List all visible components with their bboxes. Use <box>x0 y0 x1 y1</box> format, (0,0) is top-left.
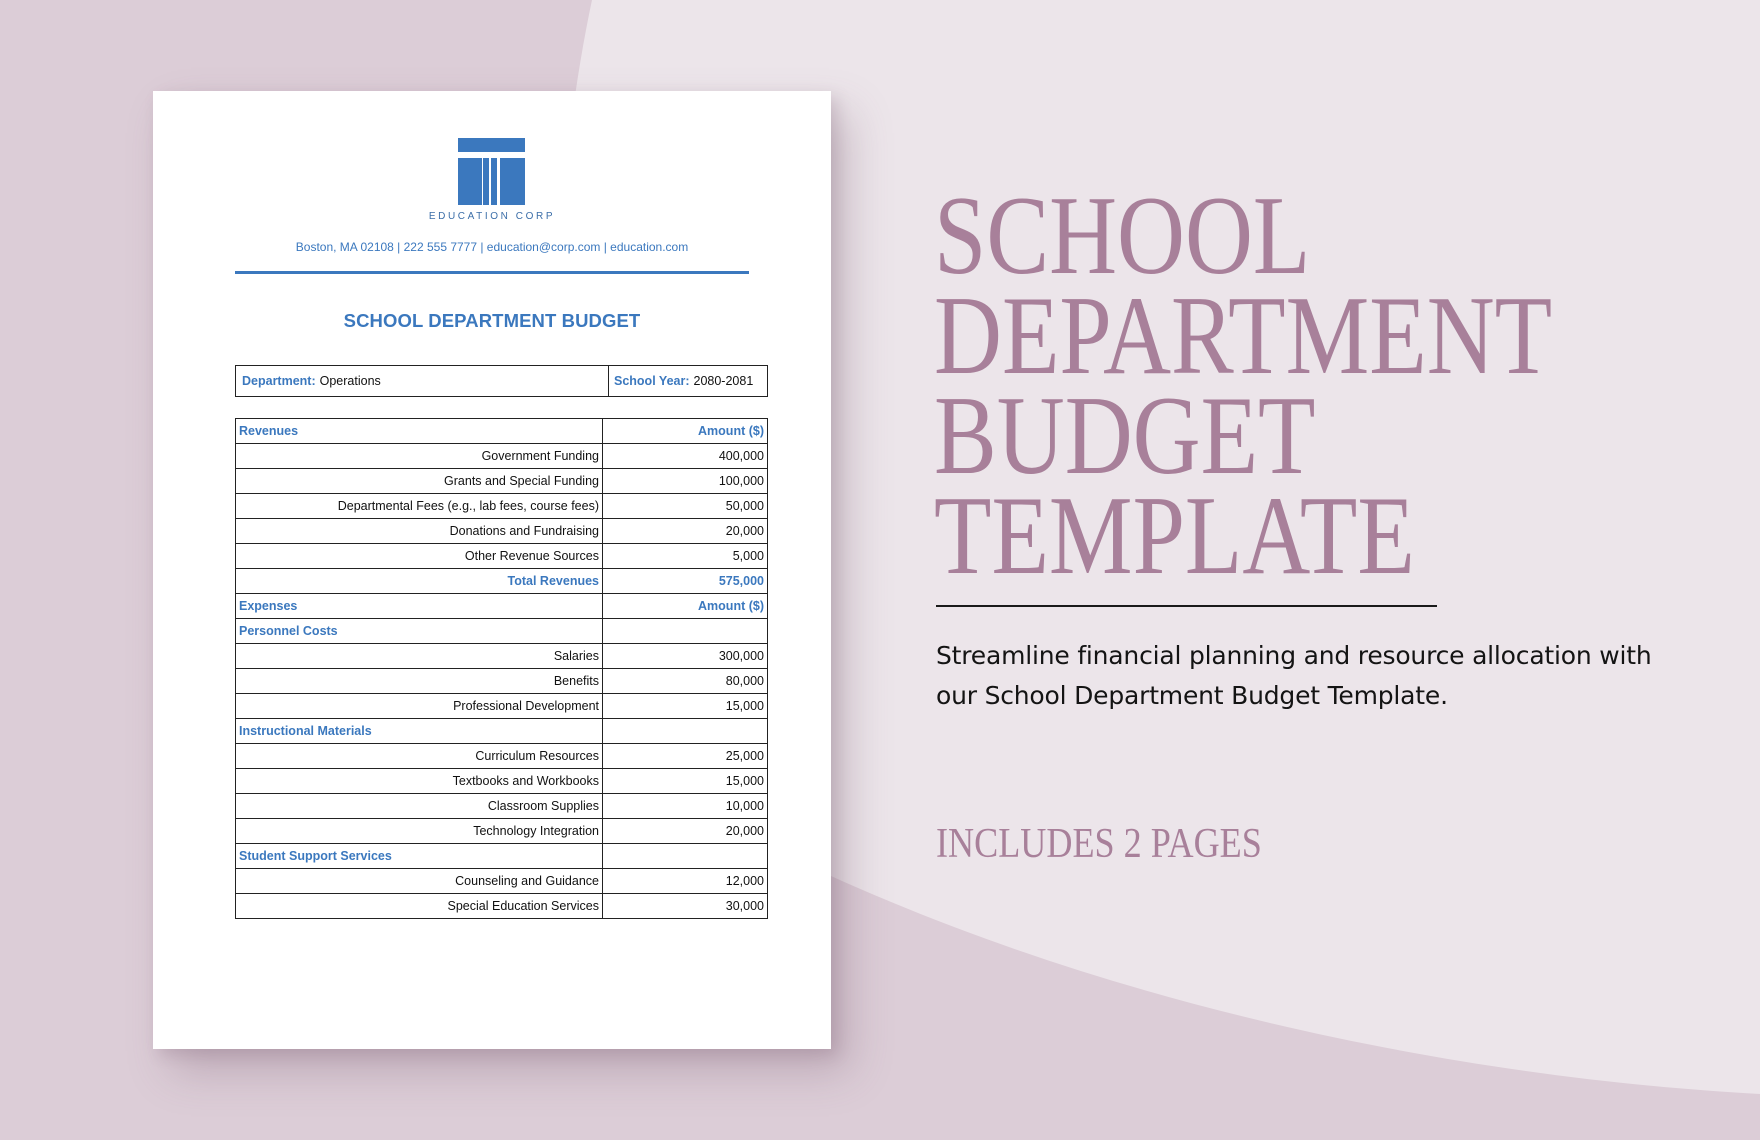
table-row <box>236 819 768 844</box>
row-amount: 50,000 <box>603 494 768 519</box>
group-row <box>236 619 768 644</box>
amount-header: Amount ($) <box>603 419 768 444</box>
row-amount: 12,000 <box>603 869 768 894</box>
row-item: Benefits <box>236 669 603 694</box>
group-row <box>236 844 768 869</box>
hero-title-line: BUDGET <box>934 374 1316 498</box>
row-amount: 15,000 <box>603 694 768 719</box>
department-cell <box>236 366 609 396</box>
table-header-row <box>236 594 768 619</box>
table-row <box>236 669 768 694</box>
total-revenues-value: 575,000 <box>603 569 768 594</box>
row-item: Donations and Fundraising <box>236 519 603 544</box>
group-amount-empty <box>603 844 768 869</box>
hero-divider <box>936 605 1437 607</box>
row-amount: 100,000 <box>603 469 768 494</box>
table-row <box>236 469 768 494</box>
table-row <box>236 769 768 794</box>
group-amount-empty <box>603 619 768 644</box>
table-row <box>236 694 768 719</box>
row-item: Technology Integration <box>236 819 603 844</box>
pillars-logo-icon <box>458 138 525 205</box>
row-amount: 10,000 <box>603 794 768 819</box>
row-amount: 400,000 <box>603 444 768 469</box>
table-row <box>236 869 768 894</box>
row-amount: 5,000 <box>603 544 768 569</box>
info-box <box>235 365 768 397</box>
row-item: Textbooks and Workbooks <box>236 769 603 794</box>
row-amount: 20,000 <box>603 519 768 544</box>
school-year-label: School Year: <box>614 374 690 388</box>
group-row <box>236 719 768 744</box>
group-name: Instructional Materials <box>236 719 603 744</box>
budget-table <box>235 418 768 919</box>
amount-header: Amount ($) <box>603 594 768 619</box>
row-item: Counseling and Guidance <box>236 869 603 894</box>
hero-title-line: TEMPLATE <box>934 474 1415 598</box>
table-row <box>236 894 768 919</box>
hero-title <box>934 174 1553 598</box>
department-label: Department: <box>242 374 316 388</box>
document-title: SCHOOL DEPARTMENT BUDGET <box>343 310 641 331</box>
table-row <box>236 794 768 819</box>
row-item: Government Funding <box>236 444 603 469</box>
table-row <box>236 444 768 469</box>
table-header-row <box>236 419 768 444</box>
row-item: Salaries <box>236 644 603 669</box>
row-amount: 80,000 <box>603 669 768 694</box>
contact-line: Boston, MA 02108 | 222 555 7777 | education@corp.com | education.com <box>295 240 689 254</box>
row-amount: 20,000 <box>603 819 768 844</box>
hero-title-line: DEPARTMENT <box>934 274 1553 398</box>
revenues-header: Revenues <box>236 419 603 444</box>
document-preview <box>153 91 831 1049</box>
school-year-cell <box>609 366 767 396</box>
row-item: Classroom Supplies <box>236 794 603 819</box>
expenses-header: Expenses <box>236 594 603 619</box>
total-revenues-row <box>236 569 768 594</box>
pages-note: INCLUDES 2 PAGES <box>936 821 1262 867</box>
group-amount-empty <box>603 719 768 744</box>
row-amount: 15,000 <box>603 769 768 794</box>
table-row <box>236 494 768 519</box>
row-item: Curriculum Resources <box>236 744 603 769</box>
brand-name: EDUCATION CORP <box>428 211 556 222</box>
school-year-value: 2080-2081 <box>693 374 754 388</box>
total-revenues-label: Total Revenues <box>236 569 603 594</box>
row-item: Grants and Special Funding <box>236 469 603 494</box>
department-value: Operations <box>319 374 381 388</box>
row-amount: 30,000 <box>603 894 768 919</box>
row-amount: 25,000 <box>603 744 768 769</box>
hero-description: Streamline financial planning and resource allocation with our School Department Budget Template. <box>936 641 1652 710</box>
group-name: Personnel Costs <box>236 619 603 644</box>
table-row <box>236 744 768 769</box>
row-item: Special Education Services <box>236 894 603 919</box>
group-name: Student Support Services <box>236 844 603 869</box>
row-item: Professional Development <box>236 694 603 719</box>
table-row <box>236 519 768 544</box>
table-row <box>236 644 768 669</box>
table-row <box>236 544 768 569</box>
row-item: Departmental Fees (e.g., lab fees, course fees) <box>236 494 603 519</box>
hero-title-line: SCHOOL <box>934 174 1311 298</box>
row-item: Other Revenue Sources <box>236 544 603 569</box>
header-divider <box>235 271 749 274</box>
row-amount: 300,000 <box>603 644 768 669</box>
